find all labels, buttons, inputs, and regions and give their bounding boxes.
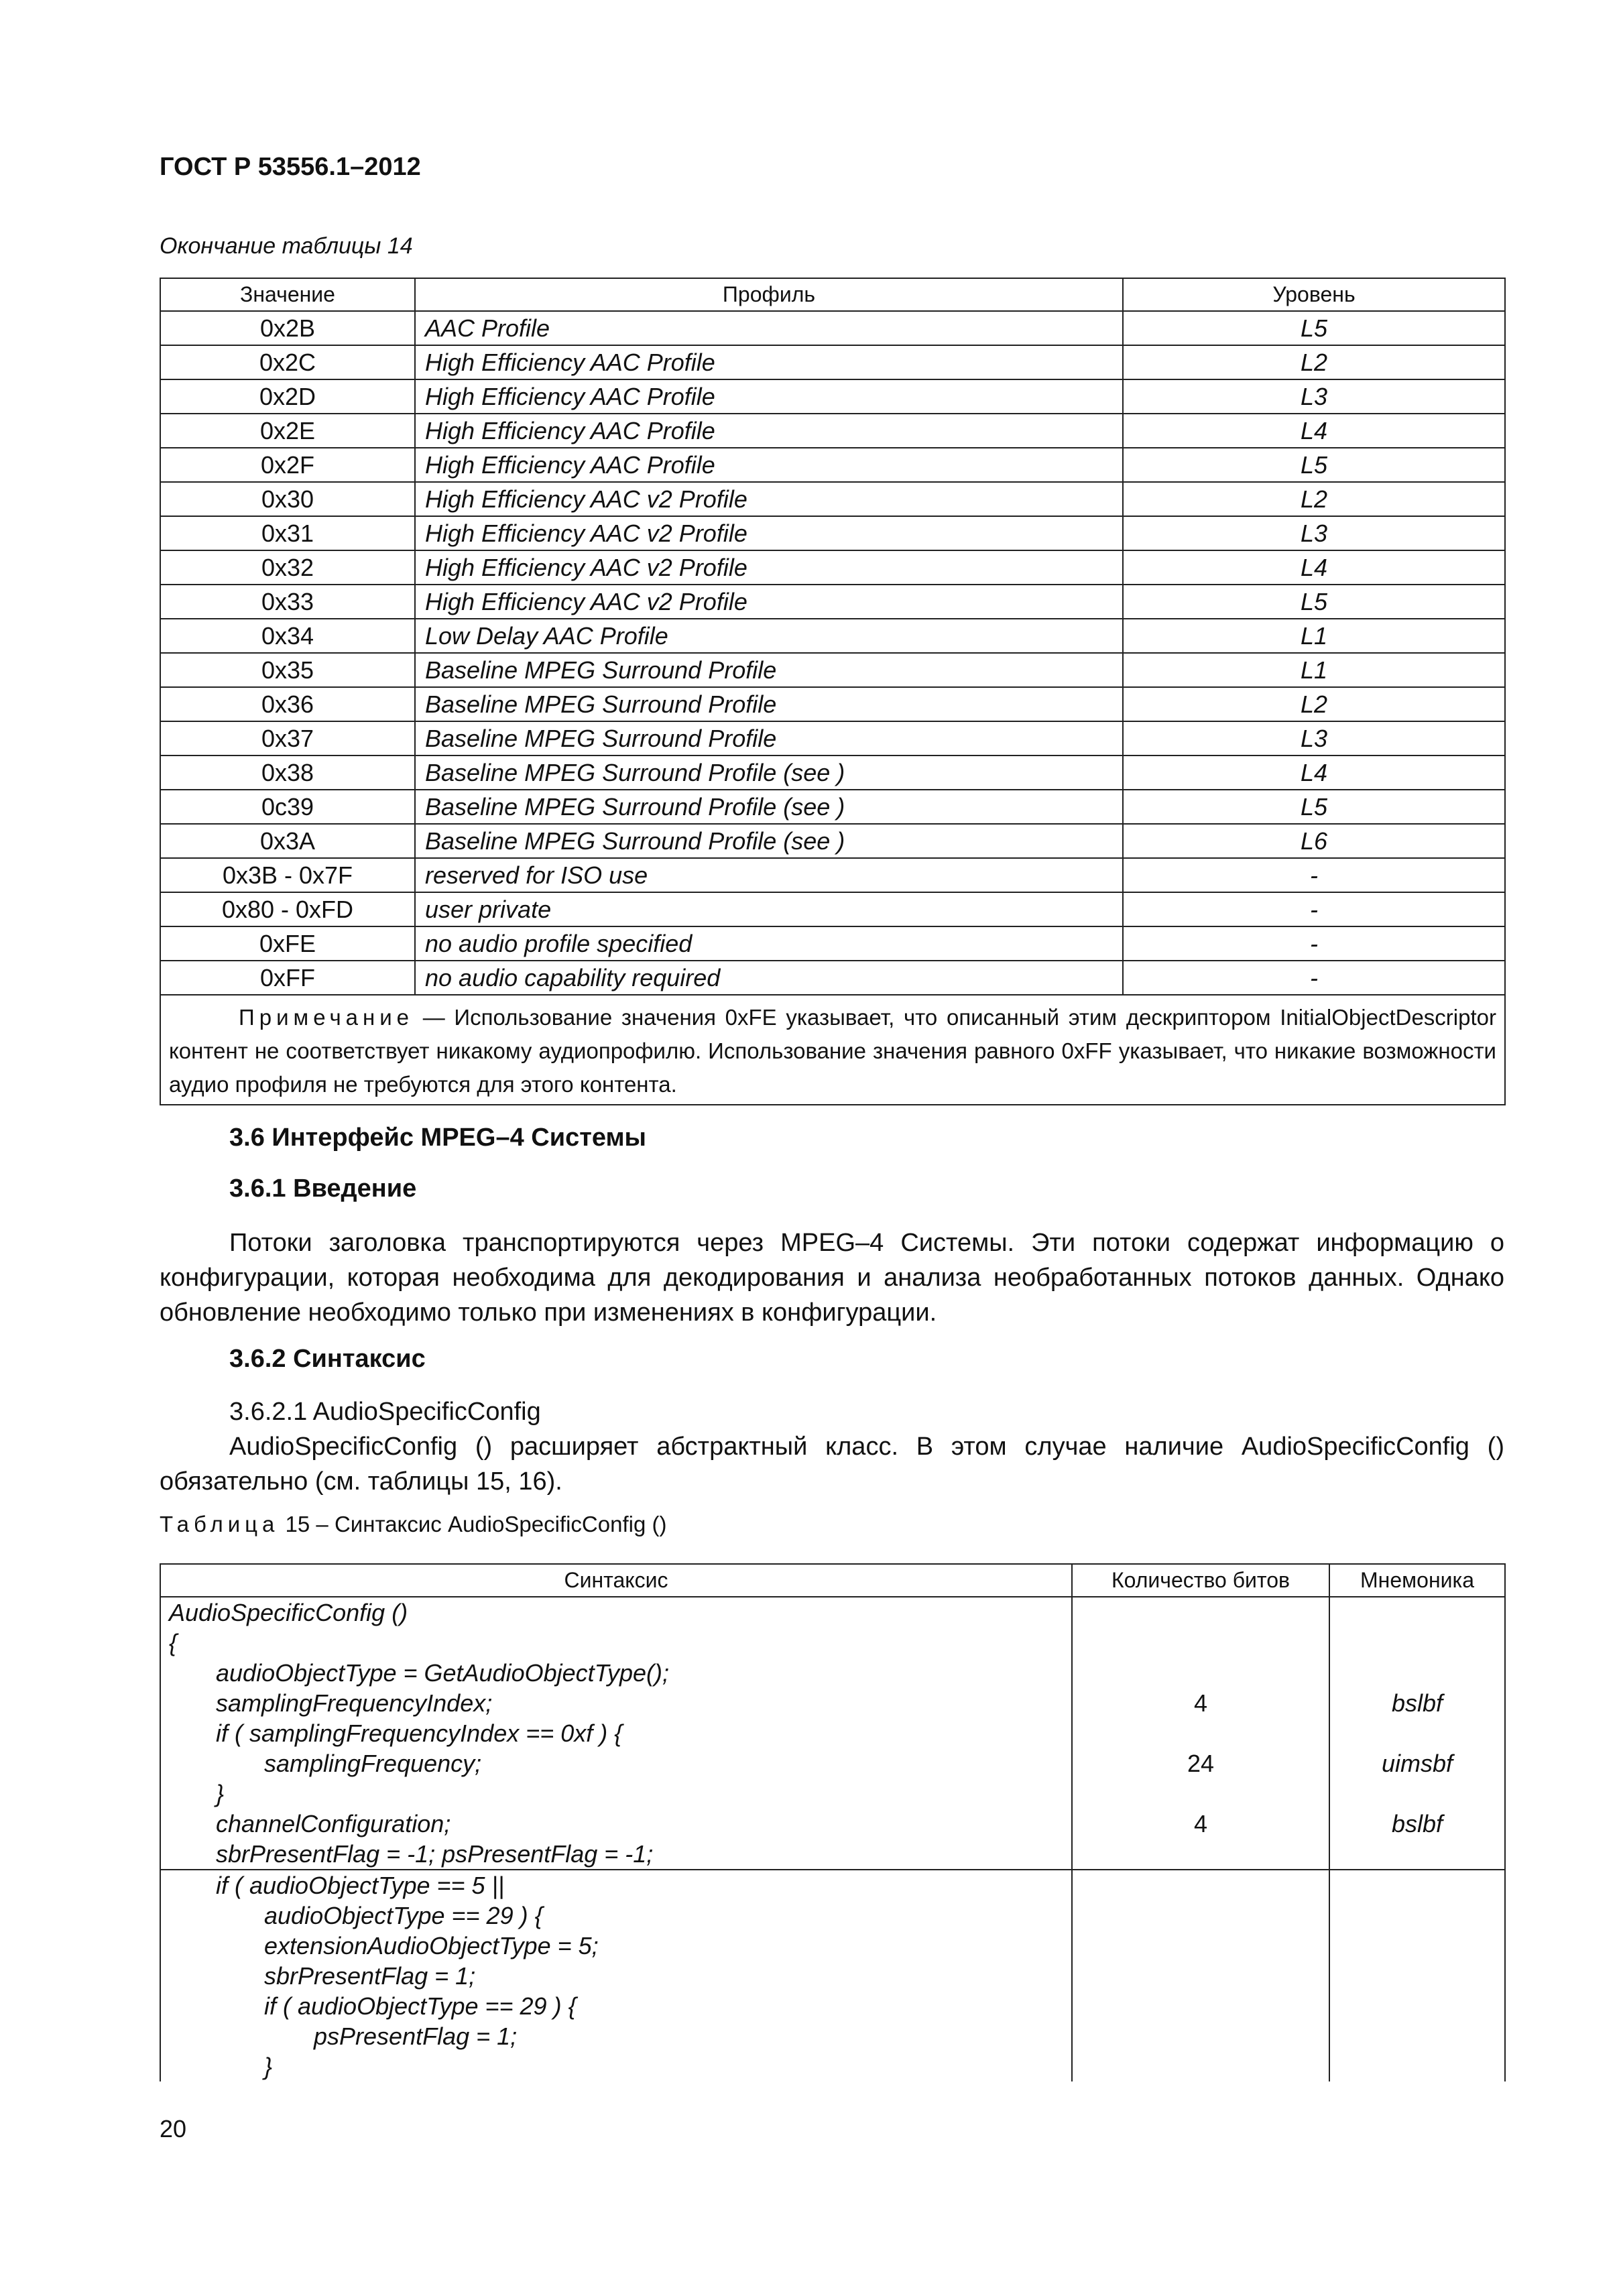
bits-value: 24 xyxy=(1187,1750,1215,1777)
table-row xyxy=(160,687,1505,721)
cell-value: 0x2E xyxy=(160,414,415,448)
cell-profile: Baseline MPEG Surround Profile (see ) xyxy=(415,824,1123,858)
column-header-profile: Профиль xyxy=(415,278,1123,311)
code-line: samplingFrequency; xyxy=(264,1750,482,1777)
mnemonic-value: uimsbf xyxy=(1381,1750,1453,1777)
cell-profile: Baseline MPEG Surround Profile (see ) xyxy=(415,790,1123,824)
table-row xyxy=(160,1597,1505,1870)
table-14 xyxy=(160,278,1506,1105)
cell-profile: High Efficiency AAC Profile xyxy=(415,345,1123,379)
column-header-bits: Количество битов xyxy=(1072,1564,1329,1597)
cell-value: 0x37 xyxy=(160,721,415,756)
cell-profile: High Efficiency AAC v2 Profile xyxy=(415,482,1123,516)
bits-value xyxy=(1073,1778,1329,1809)
cell-level: L2 xyxy=(1123,345,1505,379)
table-row xyxy=(160,345,1505,379)
code-line: channelConfiguration; xyxy=(216,1810,451,1837)
code-line: audioObjectType = GetAudioObjectType(); xyxy=(216,1659,670,1687)
table-row xyxy=(160,550,1505,585)
cell-profile: High Efficiency AAC v2 Profile xyxy=(415,585,1123,619)
note-text: — Использование значения 0xFE указывает, что описанный этим дескриптором InitialObjectDescriptor контент не соответствует никакому аудиопрофилю. Использование значения равного 0xFF указывает, что никакие возможности аудио профиля не требуются для этого контента. xyxy=(169,1005,1496,1097)
cell-level: - xyxy=(1123,892,1505,926)
cell-level: - xyxy=(1123,858,1505,892)
table-row xyxy=(160,448,1505,482)
code-line: if ( samplingFrequencyIndex == 0xf ) { xyxy=(216,1719,623,1747)
cell-profile: no audio profile specified xyxy=(415,926,1123,961)
cell-value: 0x30 xyxy=(160,482,415,516)
bits-value xyxy=(1073,1597,1329,1628)
bits-value xyxy=(1073,1839,1329,1869)
cell-profile: Baseline MPEG Surround Profile (see ) xyxy=(415,756,1123,790)
table-header-row xyxy=(160,1564,1505,1597)
table-row xyxy=(160,756,1505,790)
code-line: { xyxy=(169,1629,178,1656)
section-3-6-heading: 3.6 Интерфейс MPEG–4 Системы xyxy=(229,1124,647,1152)
cell-level: - xyxy=(1123,961,1505,995)
cell-profile: High Efficiency AAC Profile xyxy=(415,448,1123,482)
bits-value xyxy=(1073,1658,1329,1688)
cell-level: L4 xyxy=(1123,414,1505,448)
code-line: if ( audioObjectType == 5 || xyxy=(216,1872,505,1899)
mnemonic-value xyxy=(1330,1628,1504,1658)
table-header-row xyxy=(160,278,1505,311)
cell-level: L4 xyxy=(1123,550,1505,585)
table14-caption: Окончание таблицы 14 xyxy=(160,233,413,259)
subsection-3-6-2-1: 3.6.2.1 AudioSpecificConfig xyxy=(229,1398,541,1426)
table-row xyxy=(160,824,1505,858)
table-row xyxy=(160,721,1505,756)
table-row xyxy=(160,653,1505,687)
syntax-cell xyxy=(160,1870,1072,2081)
section-3-6-1-heading: 3.6.1 Введение xyxy=(229,1174,417,1203)
table-row xyxy=(160,311,1505,345)
cell-level: L6 xyxy=(1123,824,1505,858)
column-header-syntax: Синтаксис xyxy=(160,1564,1072,1597)
table-row xyxy=(160,926,1505,961)
table-row xyxy=(160,585,1505,619)
cell-profile: High Efficiency AAC v2 Profile xyxy=(415,550,1123,585)
mnemonic-value xyxy=(1330,1718,1504,1748)
table-note xyxy=(160,995,1505,1105)
code-line: psPresentFlag = 1; xyxy=(314,2022,518,2050)
cell-value: 0x36 xyxy=(160,687,415,721)
table15-caption xyxy=(160,1512,666,1537)
cell-level: L4 xyxy=(1123,756,1505,790)
cell-value: 0x38 xyxy=(160,756,415,790)
table-row xyxy=(160,892,1505,926)
bits-cell xyxy=(1072,1597,1329,1870)
cell-level: L5 xyxy=(1123,448,1505,482)
code-line: if ( audioObjectType == 29 ) { xyxy=(264,1992,577,2020)
table-row xyxy=(160,482,1505,516)
syntax-paragraph: AudioSpecificConfig () расширяет абстрактный класс. В этом случае наличие AudioSpecificConfig () обязательно (см. таблицы 15, 16). xyxy=(160,1433,1504,1496)
document-header: ГОСТ Р 53556.1–2012 xyxy=(160,153,421,181)
cell-value: 0x33 xyxy=(160,585,415,619)
table15-caption-text: 15 – Синтаксис AudioSpecificConfig () xyxy=(279,1512,667,1536)
mnemonic-cell xyxy=(1329,1597,1505,1870)
table-row xyxy=(160,414,1505,448)
cell-profile: High Efficiency AAC Profile xyxy=(415,414,1123,448)
bits-value xyxy=(1073,1718,1329,1748)
table-row xyxy=(160,516,1505,550)
cell-value: 0x80 - 0xFD xyxy=(160,892,415,926)
code-line: } xyxy=(216,1780,225,1807)
cell-profile: Baseline MPEG Surround Profile xyxy=(415,721,1123,756)
code-line: sbrPresentFlag = -1; psPresentFlag = -1; xyxy=(216,1840,654,1868)
cell-value: 0c39 xyxy=(160,790,415,824)
cell-value: 0x3B - 0x7F xyxy=(160,858,415,892)
cell-profile: user private xyxy=(415,892,1123,926)
cell-value: 0x31 xyxy=(160,516,415,550)
table-row xyxy=(160,790,1505,824)
cell-profile: High Efficiency AAC Profile xyxy=(415,379,1123,414)
table-row xyxy=(160,1870,1505,2081)
mnemonic-value xyxy=(1330,1658,1504,1688)
cell-value: 0x32 xyxy=(160,550,415,585)
cell-level: L3 xyxy=(1123,721,1505,756)
cell-level: L3 xyxy=(1123,379,1505,414)
cell-profile: Baseline MPEG Surround Profile xyxy=(415,687,1123,721)
cell-level: L5 xyxy=(1123,585,1505,619)
code-line: extensionAudioObjectType = 5; xyxy=(264,1932,599,1959)
column-header-mnemonic: Мнемоника xyxy=(1329,1564,1505,1597)
mnemonic-value: bslbf xyxy=(1391,1689,1443,1717)
cell-level: L1 xyxy=(1123,653,1505,687)
intro-paragraph: Потоки заголовка транспортируются через MPEG–4 Системы. Эти потоки содержат информацию о конфигурации, которая необходима для декодирования и анализа необработанных потоков данных. Однако обновление необходимо только при изменениях в конфигурации. xyxy=(160,1229,1504,1327)
bits-value: 4 xyxy=(1193,1689,1208,1717)
cell-profile: Baseline MPEG Surround Profile xyxy=(415,653,1123,687)
bits-value xyxy=(1073,1628,1329,1658)
cell-profile: Low Delay AAC Profile xyxy=(415,619,1123,653)
cell-level: L3 xyxy=(1123,516,1505,550)
cell-level: L1 xyxy=(1123,619,1505,653)
mnemonic-value xyxy=(1330,1839,1504,1869)
code-line: audioObjectType == 29 ) { xyxy=(264,1902,543,1929)
cell-value: 0x2F xyxy=(160,448,415,482)
cell-level: - xyxy=(1123,926,1505,961)
table-row xyxy=(160,858,1505,892)
page-number: 20 xyxy=(160,2115,187,2142)
mnemonic-cell xyxy=(1329,1870,1505,2081)
column-header-level: Уровень xyxy=(1123,278,1505,311)
cell-value: 0x2D xyxy=(160,379,415,414)
cell-value: 0x2C xyxy=(160,345,415,379)
code-line: } xyxy=(264,2053,273,2080)
table-row xyxy=(160,379,1505,414)
cell-level: L5 xyxy=(1123,311,1505,345)
cell-value: 0xFE xyxy=(160,926,415,961)
cell-level: L2 xyxy=(1123,687,1505,721)
cell-profile: no audio capability required xyxy=(415,961,1123,995)
mnemonic-value xyxy=(1330,1597,1504,1628)
cell-level: L2 xyxy=(1123,482,1505,516)
table-note-row xyxy=(160,995,1505,1105)
cell-value: 0xFF xyxy=(160,961,415,995)
section-3-6-2-heading: 3.6.2 Синтаксис xyxy=(229,1345,426,1373)
cell-value: 0x35 xyxy=(160,653,415,687)
note-label: Примечание xyxy=(239,1005,414,1030)
table-row xyxy=(160,961,1505,995)
bits-cell xyxy=(1072,1870,1329,2081)
cell-value: 0x2B xyxy=(160,311,415,345)
code-line: sbrPresentFlag = 1; xyxy=(264,1962,476,1990)
bits-value: 4 xyxy=(1193,1810,1208,1837)
cell-value: 0x34 xyxy=(160,619,415,653)
cell-level: L5 xyxy=(1123,790,1505,824)
table-row xyxy=(160,619,1505,653)
cell-profile: AAC Profile xyxy=(415,311,1123,345)
table15-caption-label: Таблица xyxy=(160,1512,280,1536)
cell-profile: High Efficiency AAC v2 Profile xyxy=(415,516,1123,550)
code-line: samplingFrequencyIndex; xyxy=(216,1689,493,1717)
syntax-cell xyxy=(160,1597,1072,1870)
table-15 xyxy=(160,1563,1506,2081)
cell-value: 0x3A xyxy=(160,824,415,858)
column-header-value: Значение xyxy=(160,278,415,311)
mnemonic-value: bslbf xyxy=(1391,1810,1443,1837)
mnemonic-value xyxy=(1330,1778,1504,1809)
cell-profile: reserved for ISO use xyxy=(415,858,1123,892)
code-line: AudioSpecificConfig () xyxy=(169,1599,408,1626)
